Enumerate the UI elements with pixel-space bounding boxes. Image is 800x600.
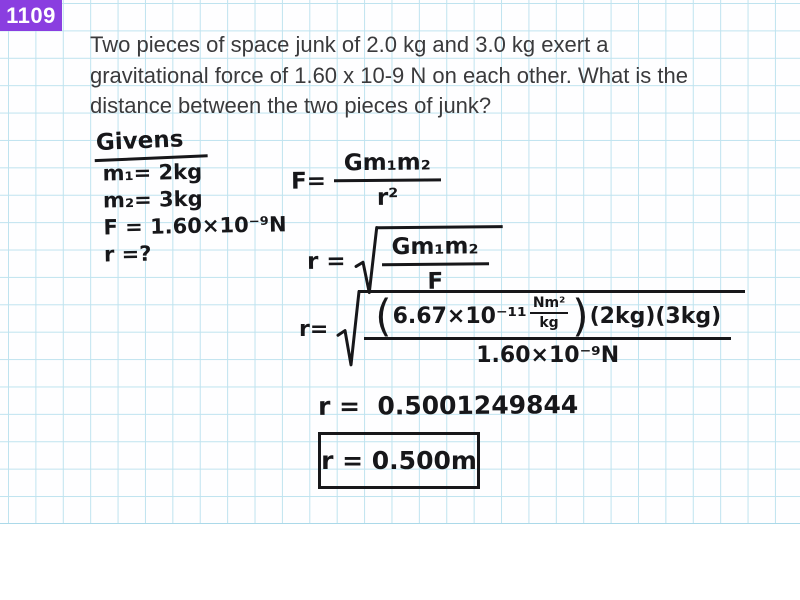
given-mass2: m₂= 3kg [102, 186, 203, 213]
mass-factors: (2kg)(3kg) [589, 303, 722, 329]
problem-line-1: Two pieces of space junk of 2.0 kg and 3.0 kg exert a [90, 32, 609, 57]
unit-fraction [530, 295, 568, 331]
givens-section [94, 125, 287, 268]
fraction-denominator: r² [376, 184, 399, 211]
final-answer: r = 0.500m [321, 446, 477, 475]
fraction [381, 233, 488, 295]
fraction [334, 149, 441, 211]
fraction-numerator: Gm₁m₂ [381, 233, 488, 266]
gravitation-formula [291, 149, 441, 211]
open-paren: ( [375, 289, 392, 342]
gravitational-constant: 6.67×10⁻¹¹ [392, 303, 527, 329]
fraction-denominator: 1.60×10⁻⁹N [476, 343, 620, 368]
fraction-denominator: F [427, 268, 444, 295]
solved-for-r-formula [307, 225, 503, 296]
unit-numerator: Nm² [530, 295, 568, 314]
formula-lhs: r = [306, 248, 346, 275]
problem-line-3: distance between the two pieces of junk? [90, 93, 492, 118]
formula-lhs: r= [299, 316, 329, 342]
given-force: F = 1.60×10⁻⁹N [103, 212, 287, 240]
fraction-numerator: Gm₁m₂ [334, 149, 441, 182]
close-paren: ) [572, 289, 589, 342]
square-root [336, 290, 745, 368]
givens-heading: Givens [93, 125, 208, 162]
fraction [364, 289, 731, 368]
radical-sign-icon [353, 226, 378, 295]
problem-text [90, 30, 790, 122]
problem-number-badge: 1109 [0, 0, 62, 31]
intermediate-result: r = 0.5001249844 [317, 390, 579, 421]
unit-denominator: kg [539, 315, 559, 331]
given-unknown-r: r =? [103, 241, 152, 267]
given-mass1: m₁= 2kg [102, 159, 203, 186]
radical-sign-icon [336, 290, 360, 368]
final-answer-box [318, 432, 480, 489]
radicand [375, 225, 503, 295]
substitution-step [299, 290, 745, 368]
problem-line-2: gravitational force of 1.60 x 10-9 N on each other. What is the [90, 62, 689, 88]
square-root [353, 225, 503, 295]
formula-lhs: F= [290, 167, 327, 195]
radicand [358, 290, 745, 368]
fraction-numerator [364, 289, 731, 342]
